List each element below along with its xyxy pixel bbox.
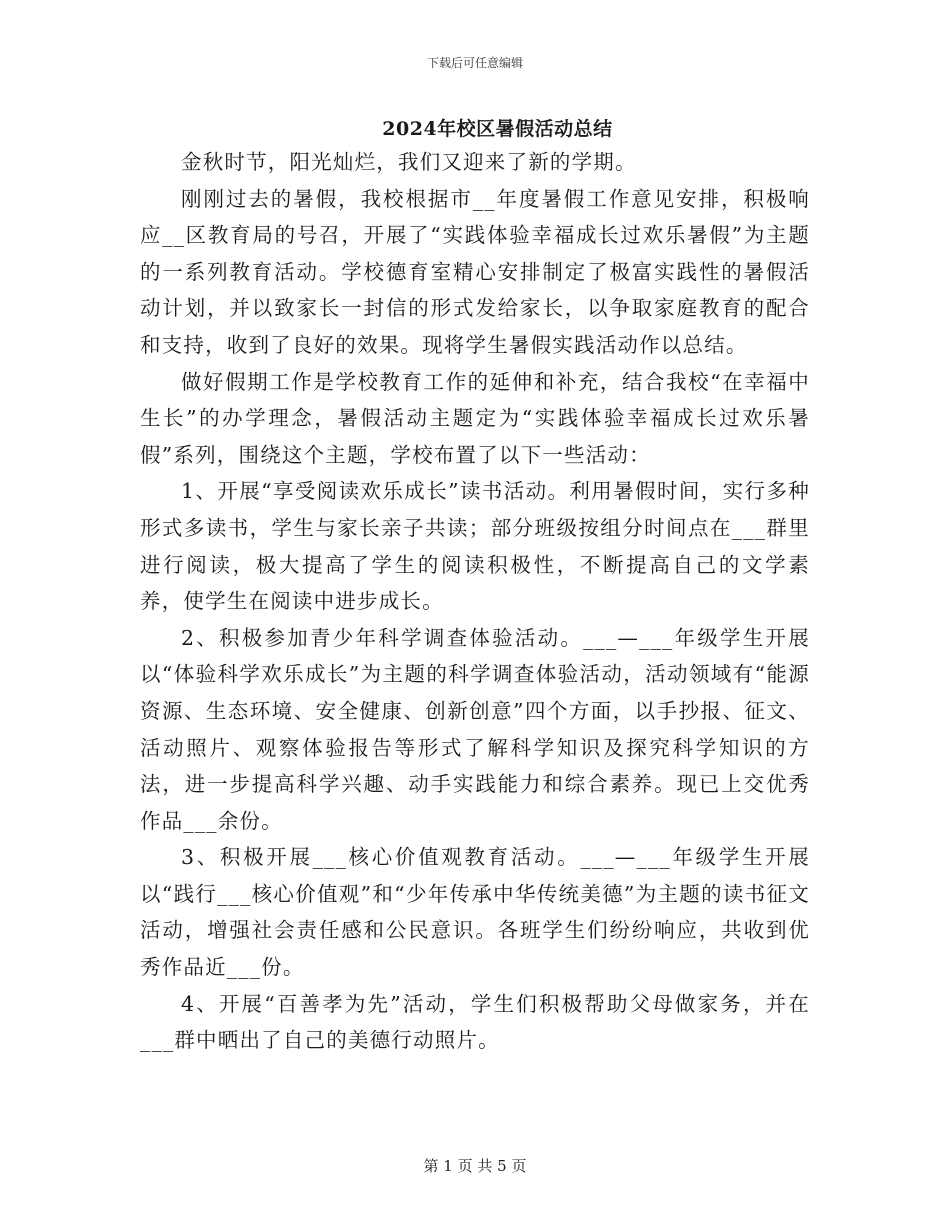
paragraph: 2、积极参加青少年科学调查体验活动。___—___年级学生开展以“体验科学欢乐成长”为主题的科学调查体验活动，活动领域有“能源资源、生态环境、安全健康、创新创意”四个方面，以手抄报、征文、活动照片、观察体验报告等形式了解科学知识及探究科学知识的方法，进一步提高科学兴趣、动手实践能力和综合素养。现已上交优秀作品___余份。 [140, 625, 810, 833]
header-note: 下载后可任意编辑 [426, 56, 523, 70]
document-title: 2024年校区暑假活动总结 [382, 118, 613, 140]
document-body [140, 144, 810, 1059]
paragraph: 刚刚过去的暑假，我校根据市__年度暑假工作意见安排，积极响应__区教育局的号召，开展了“实践体验幸福成长过欢乐暑假”为主题的一系列教育活动。学校德育室精心安排制定了极富实践性的暑假活动计划，并以致家长一封信的形式发给家长，以争取家庭教育的配合和支持，收到了良好的效果。现将学生暑假实践活动作以总结。 [140, 186, 810, 357]
paragraph: 1、开展“享受阅读欢乐成长”读书活动。利用暑假时间，实行多种形式多读书，学生与家长亲子共读；部分班级按组分时间点在___群里进行阅读，极大提高了学生的阅读积极性，不断提高自己的文学素养，使学生在阅读中进步成长。 [140, 479, 810, 614]
paragraph: 3、积极开展___核心价值观教育活动。___—___年级学生开展以“践行___核心价值观”和“少年传承中华传统美德”为主题的读书征文活动，增强社会责任感和公民意识。各班学生们纷纷响应，共收到优秀作品近___份。 [140, 845, 810, 980]
paragraph: 金秋时节，阳光灿烂，我们又迎来了新的学期。 [181, 150, 637, 174]
page-indicator: 第 1 页 共 5 页 [423, 1157, 527, 1175]
paragraph: 4、开展“百善孝为先”活动，学生们积极帮助父母做家务，并在___群中晒出了自己的美德行动照片。 [140, 991, 810, 1053]
paragraph: 做好假期工作是学校教育工作的延伸和补充，结合我校“在幸福中生长”的办学理念，暑假活动主题定为“实践体验幸福成长过欢乐暑假”系列，围绕这个主题，学校布置了以下一些活动： [140, 369, 810, 467]
